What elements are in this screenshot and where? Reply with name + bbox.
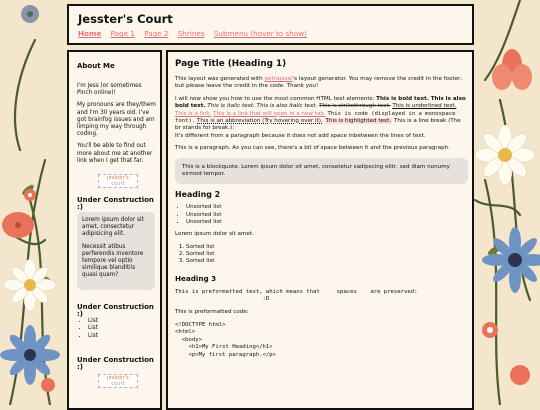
italic-text-2: This is also italic text. — [256, 103, 318, 110]
strikethrough-text: This is strikethrough text. — [319, 103, 391, 110]
list-item: 2. Sorted list — [186, 251, 468, 258]
nav-home[interactable]: Home — [78, 29, 102, 38]
under-construction-heading-1: Under Construction :) — [77, 196, 154, 212]
under-construction-heading-2: Under Construction :) — [77, 303, 154, 319]
italic-text: This is italic text. — [207, 103, 255, 110]
nav-submenu[interactable]: Submenu (hover to show) — [213, 29, 307, 38]
line-break-text: This is a line break (The br stands for break.): — [175, 118, 461, 132]
nav-shrines[interactable]: Shrines — [177, 29, 205, 38]
example-link-new-tab[interactable]: This is a link that will open in a new tab. — [213, 110, 326, 117]
abbreviation-text[interactable]: This is an abbreviation (Try hovering over it). — [197, 118, 323, 125]
paragraph: This is a paragraph. As you can see, there's a bit of space between it and the previous paragraph. — [175, 145, 451, 152]
main-nav — [78, 29, 314, 38]
about-section — [77, 63, 157, 70]
elements-paragraph — [175, 96, 468, 140]
credit-paragraph — [175, 76, 468, 91]
code-text: This is code (displayed in a monospace font). — [175, 110, 456, 125]
left-sidebar — [67, 50, 162, 410]
about-paragraph-2: My pronouns are they/them and I'm 30 years old. I've got brainfog issues and am limping my way through coding. — [77, 102, 156, 138]
site-button-88x31[interactable] — [98, 174, 138, 188]
underlined-text: This is underlined text. — [392, 103, 457, 110]
list-item: • Unsorted list — [186, 219, 468, 226]
bold-text: This is bold text. — [376, 95, 429, 102]
construction-text-box — [77, 212, 155, 290]
under-construction-3 — [77, 357, 157, 371]
list-item: • List — [88, 325, 157, 332]
main-content — [166, 50, 474, 410]
heading-2: Heading 2 — [175, 190, 221, 200]
site-button-88x31[interactable] — [98, 374, 138, 388]
site-button-text-2: court — [111, 181, 125, 187]
site-button[interactable] — [98, 174, 140, 188]
about-text — [77, 83, 157, 170]
under-construction-1 — [77, 197, 157, 211]
nav-page-1[interactable]: Page 1 — [110, 29, 135, 38]
code-block: <!DOCTYPE html> <html> <body> <h1>My First Heading</h1> <p>My first paragraph.</p> — [175, 321, 277, 358]
heading-3: Heading 3 — [175, 273, 217, 283]
site-button-2[interactable] — [98, 374, 140, 388]
construction-text-1: Lorem ipsum dolor sit amet, consectetur adipisicing elit. — [82, 217, 144, 238]
about-heading: About Me — [77, 62, 115, 70]
site-button-text-2: court — [111, 381, 125, 387]
site-title: Jesster's Court — [78, 12, 173, 26]
unordered-list — [175, 204, 468, 226]
example-link[interactable]: This is a link. — [175, 110, 212, 117]
sidebar-list — [77, 318, 157, 344]
blockquote: This is a blockquote. Lorem ipsum dolor sit amet, consetetur sadipscing elitr, sed diam nonumy eirmod tempor. — [175, 158, 468, 185]
elements-intro: I will now show you how to use the most common HTML text elements: — [175, 95, 377, 102]
about-paragraph-3: You'll be able to find out more about me at another link when I get that far. — [77, 143, 153, 164]
credit-text-before: This layout was generated with — [175, 76, 265, 82]
page-title: Page Title (Heading 1) — [175, 59, 287, 69]
site-header — [67, 4, 474, 45]
credit-text-after: 's layout generator. You may remove the credit in the footer, but please leave the credit in the code. Thank you! — [175, 76, 463, 90]
site-button-text-1: jesster's — [107, 176, 129, 181]
credit-link[interactable]: petrapixel — [264, 76, 293, 82]
under-construction-heading-3: Under Construction :) — [77, 356, 154, 372]
ordered-list — [175, 244, 468, 266]
sidebar-unordered-list — [77, 318, 157, 340]
preformatted-code-label: This is preformatted code: — [175, 309, 249, 316]
site-button-text-1: jesster's — [107, 376, 129, 381]
nav-page-2[interactable]: Page 2 — [144, 29, 169, 38]
list-item: • List — [88, 333, 157, 340]
line-break-text-2: It's different from a paragraph because it does not add space inbetween the lines of text. — [175, 132, 426, 139]
list-item: • List — [88, 318, 157, 325]
highlighted-text: This is highlighted text. — [325, 118, 392, 125]
list-item: • Unsorted list — [186, 204, 468, 211]
preformatted-text: This is preformatted text, which means that spaces are preserved: :D — [175, 288, 418, 303]
under-construction-box — [77, 212, 157, 290]
bold-text-2: This is also bold text. — [175, 95, 466, 110]
about-paragraph-1: I'm Jess (or sometimes Pinch online)! — [77, 83, 142, 97]
construction-text-2: Necessit atibus perferendis inventore tempore vel optio similique blanditiis quasi quam? — [82, 243, 144, 279]
under-construction-2 — [77, 304, 157, 318]
list-item: 1. Sorted list — [186, 244, 468, 251]
lorem-paragraph: Lorem ipsum dolor sit amet. — [175, 231, 254, 238]
list-item: 3. Sorted list — [186, 258, 468, 265]
list-item: • Unsorted list — [186, 212, 468, 219]
